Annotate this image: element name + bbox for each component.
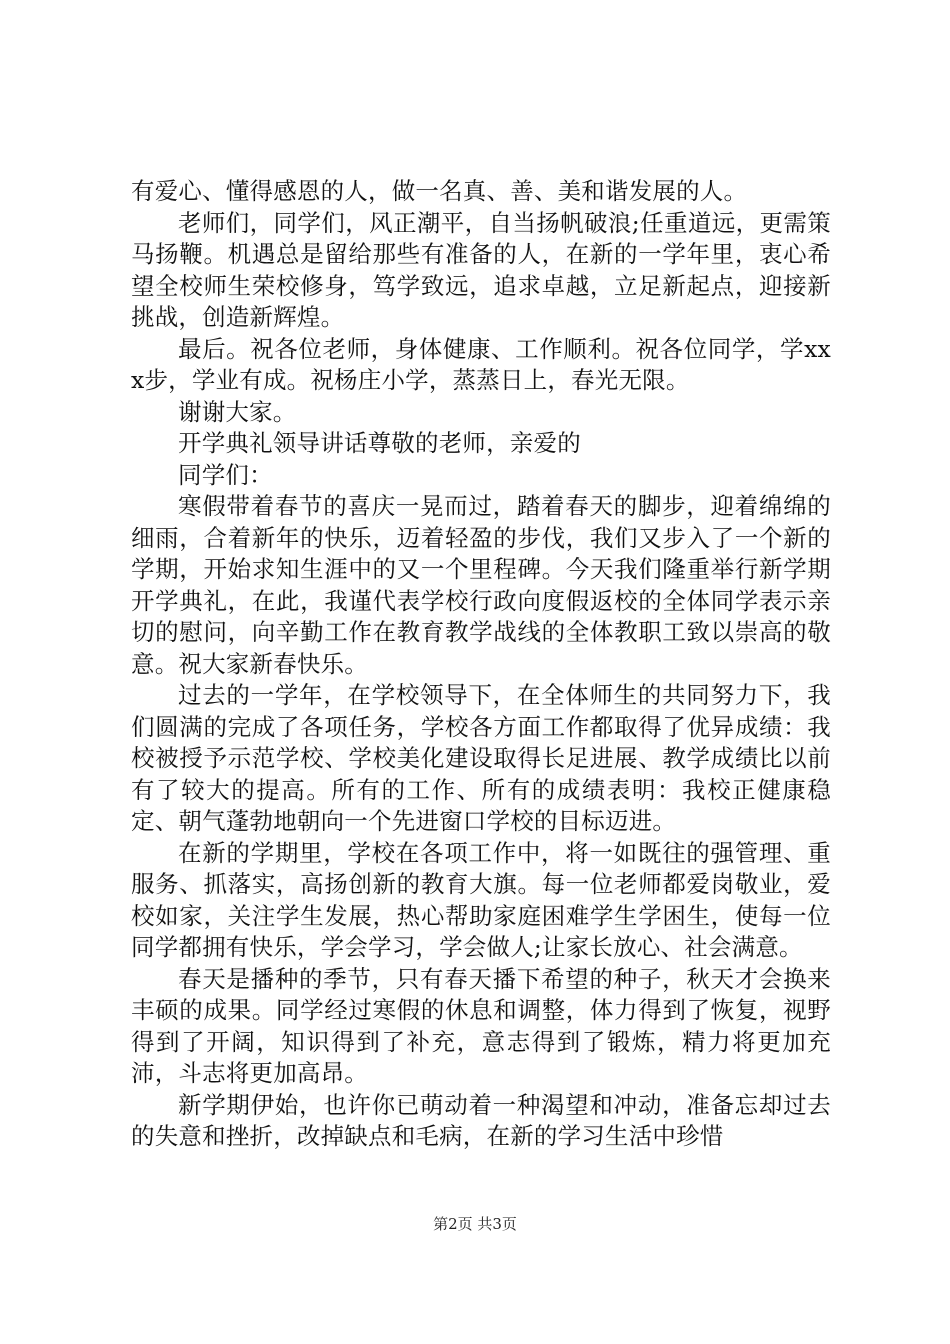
document-body bbox=[131, 176, 831, 1153]
paragraph-4: 谢谢大家。 bbox=[178, 397, 297, 426]
paragraph-1: 有爱心、懂得感恩的人，做一名真、善、美和谐发展的人。 bbox=[131, 177, 748, 205]
paragraph-10: 春天是播种的季节，只有春天播下希望的种子，秋天才会换来丰硕的成果。同学经过寒假的休息和调整，体力得到了恢复，视野得到了开阔，知识得到了补充，意志得到了锻炼，精力将更加充沛，斗志将更加高昂。 bbox=[131, 964, 831, 1087]
paragraph-9: 在新的学期里，学校在各项工作中，将一如既往的强管理、重服务、抓落实，高扬创新的教育大旗。每一位老师都爱岗敬业，爱校如家，关注学生发展，热心帮助家庭困难学生学困生，使每一位同学都拥有快乐，学会学习，学会做人;让家长放心、社会满意。 bbox=[131, 838, 831, 961]
paragraph-11: 新学期伊始，也许你已萌动着一种渴望和冲动，准备忘却过去的失意和挫折，改掉缺点和毛病，在新的学习生活中珍惜 bbox=[131, 1090, 831, 1150]
paragraph-5: 开学典礼领导讲话尊敬的老师，亲爱的 bbox=[178, 429, 581, 457]
paragraph-8: 过去的一学年，在学校领导下，在全体师生的共同努力下，我们圆满的完成了各项任务，学校各方面工作都取得了优异成绩：我校被授予示范学校、学校美化建设取得长足进展、教学成绩比以前有了较大的提高。所有的工作、所有的成绩表明：我校正健康稳定、朝气蓬勃地朝向一个先进窗口学校的目标迈进。 bbox=[131, 681, 831, 835]
paragraph-2: 老师们，同学们，风正潮平，自当扬帆破浪;任重道远，更需策马扬鞭。机遇总是留给那些有准备的人，在新的一学年里，衷心希望全校师生荣校修身，笃学致远，追求卓越，立足新起点，迎接新挑战，创造新辉煌。 bbox=[131, 208, 831, 331]
paragraph-6: 同学们： bbox=[178, 460, 273, 489]
paragraph-3: 最后。祝各位老师，身体健康、工作顺利。祝各位同学，学xxx步，学业有成。祝杨庄小学，蒸蒸日上，春光无限。 bbox=[131, 334, 831, 394]
page-number-footer: 第2页 共3页 bbox=[433, 1215, 517, 1233]
paragraph-7: 寒假带着春节的喜庆一晃而过，踏着春天的脚步，迎着绵绵的细雨，合着新年的快乐，迈着轻盈的步伐，我们又步入了一个新的学期，开始求知生涯中的又一个里程碑。今天我们隆重举行新学期开学典礼，在此，我谨代表学校行政向度假返校的全体同学表示亲切的慰问，向辛勤工作在教育教学战线的全体教职工致以崇高的敬意。祝大家新春快乐。 bbox=[131, 492, 831, 678]
